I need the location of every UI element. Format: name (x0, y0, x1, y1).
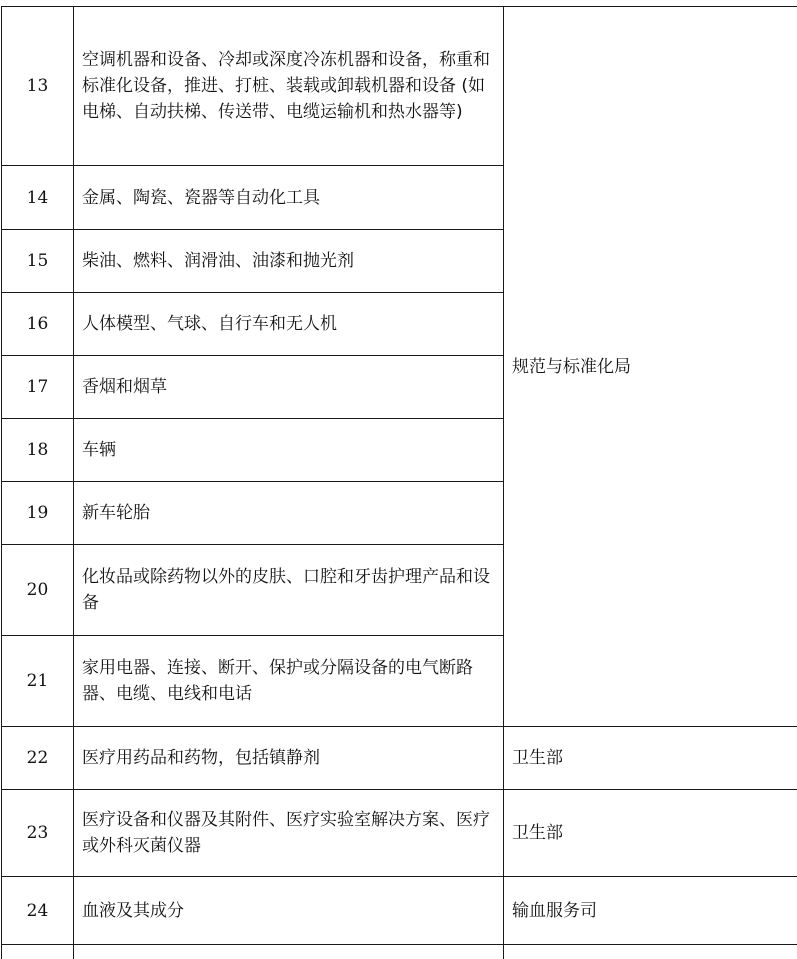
row-number: 18 (2, 419, 74, 482)
authority-cell: 卫生部 (504, 727, 797, 790)
product-category: 家用电器、连接、断开、保护或分隔设备的电气断路器、电缆、电线和电话 (74, 636, 504, 727)
product-category: 香烟和烟草 (74, 356, 504, 419)
row-number: 20 (2, 545, 74, 636)
product-category-empty (74, 945, 504, 959)
product-category: 血液及其成分 (74, 877, 504, 945)
product-category: 医疗设备和仪器及其附件、医疗实验室解决方案、医疗或外科灭菌仪器 (74, 790, 504, 877)
product-category: 新车轮胎 (74, 482, 504, 545)
table-row (2, 727, 797, 790)
row-number: 13 (2, 7, 74, 166)
authority-cell-merged: 规范与标准化局 (504, 7, 797, 727)
row-number-empty (2, 945, 74, 959)
product-category: 化妆品或除药物以外的皮肤、口腔和牙齿护理产品和设备 (74, 545, 504, 636)
product-category: 金属、陶瓷、瓷器等自动化工具 (74, 166, 504, 230)
row-number: 19 (2, 482, 74, 545)
product-category: 空调机器和设备、冷却或深度冷冻机器和设备，称重和标准化设备，推进、打桩、装载或卸载机器和设备 (如电梯、自动扶梯、传送带、电缆运输机和热水器等) (74, 7, 504, 166)
table-row (2, 877, 797, 945)
row-number: 24 (2, 877, 74, 945)
authority-cell: 卫生部 (504, 790, 797, 877)
table-row (2, 790, 797, 877)
row-number: 15 (2, 230, 74, 293)
row-number: 22 (2, 727, 74, 790)
table-row-partial (2, 945, 797, 959)
regulation-table (1, 6, 797, 959)
row-number: 14 (2, 166, 74, 230)
row-number: 16 (2, 293, 74, 356)
row-number: 21 (2, 636, 74, 727)
product-category: 车辆 (74, 419, 504, 482)
table-row (2, 7, 797, 166)
product-category: 医疗用药品和药物，包括镇静剂 (74, 727, 504, 790)
authority-cell-empty (504, 945, 797, 959)
row-number: 23 (2, 790, 74, 877)
product-category: 柴油、燃料、润滑油、油漆和抛光剂 (74, 230, 504, 293)
row-number: 17 (2, 356, 74, 419)
product-category: 人体模型、气球、自行车和无人机 (74, 293, 504, 356)
authority-cell: 输血服务司 (504, 877, 797, 945)
